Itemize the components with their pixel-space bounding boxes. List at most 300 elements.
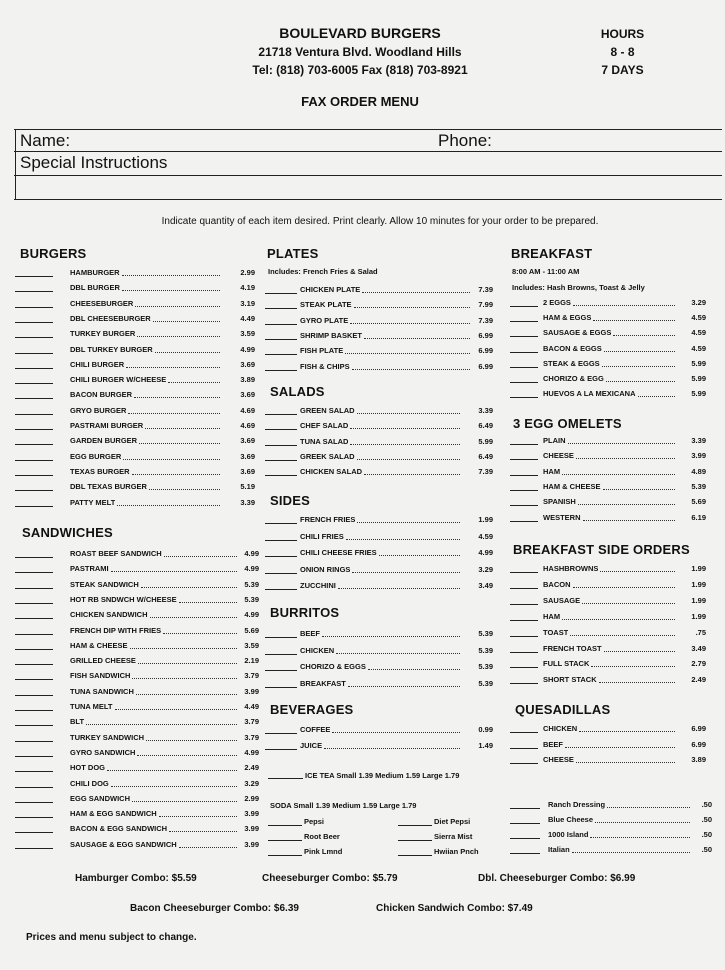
dressing-price: .50 xyxy=(701,845,712,854)
dot-leader xyxy=(322,636,460,637)
menu-item-price: 5.19 xyxy=(240,482,255,492)
menu-item-price: 3.99 xyxy=(244,824,259,834)
dot-leader xyxy=(573,305,675,306)
quantity-blank[interactable] xyxy=(510,490,538,491)
quantity-blank[interactable] xyxy=(510,521,538,522)
quantity-blank[interactable] xyxy=(15,679,53,680)
menu-item-row xyxy=(15,343,255,357)
quantity-blank[interactable] xyxy=(265,687,297,688)
menu-item-name: BEEF xyxy=(543,739,564,749)
dot-leader xyxy=(591,666,675,667)
menu-item-name: SAUSAGE & EGG SANDWICH xyxy=(70,839,177,849)
menu-item-name: TURKEY BURGER xyxy=(70,329,136,339)
quantity-blank[interactable] xyxy=(265,670,297,671)
dot-leader xyxy=(607,807,690,808)
quantity-blank[interactable] xyxy=(265,414,297,415)
menu-item-price: 6.99 xyxy=(691,739,706,749)
quantity-blank[interactable] xyxy=(15,383,53,384)
menu-item-price: 3.89 xyxy=(691,755,706,764)
menu-item-row xyxy=(265,344,493,358)
menu-item-name: CHICKEN xyxy=(543,724,578,733)
quantity-blank[interactable] xyxy=(510,475,538,476)
menu-item-row xyxy=(510,626,706,640)
quantity-blank[interactable] xyxy=(15,572,53,573)
dot-leader xyxy=(583,520,675,521)
quantity-blank[interactable] xyxy=(510,748,538,749)
dot-leader xyxy=(603,489,675,490)
dot-leader xyxy=(115,709,237,710)
dressing-row xyxy=(510,798,712,812)
quantity-blank[interactable] xyxy=(510,336,538,337)
quantity-blank[interactable] xyxy=(15,337,53,338)
menu-item-name: WESTERN xyxy=(543,512,581,522)
quantity-blank[interactable] xyxy=(510,444,538,445)
quantity-blank[interactable] xyxy=(265,308,297,309)
quantity-blank[interactable] xyxy=(265,460,297,461)
quantity-blank[interactable] xyxy=(265,540,297,541)
menu-item-price: 3.59 xyxy=(244,640,259,650)
quantity-blank[interactable] xyxy=(15,802,53,803)
quantity-blank[interactable] xyxy=(15,475,53,476)
quantity-blank[interactable] xyxy=(265,637,297,638)
menu-item-price: 3.29 xyxy=(478,564,493,574)
menu-item-price: 6.49 xyxy=(478,421,493,431)
menu-item-row xyxy=(510,642,706,656)
menu-item-row xyxy=(15,624,259,638)
dot-leader xyxy=(132,474,220,475)
dot-leader xyxy=(338,588,460,589)
quantity-blank[interactable] xyxy=(265,556,297,557)
quantity-blank[interactable] xyxy=(15,444,53,445)
menu-item-name: GREEN SALAD xyxy=(300,406,355,415)
quantity-blank[interactable] xyxy=(15,603,53,604)
menu-item-name: PLAIN xyxy=(543,436,566,445)
menu-item-name: FRENCH FRIES xyxy=(300,515,356,524)
menu-item-name: TUNA SALAD xyxy=(300,436,349,446)
quantity-blank[interactable] xyxy=(15,695,53,696)
dot-leader xyxy=(565,747,675,748)
menu-item-row xyxy=(15,669,259,683)
menu-item-name: TUNA MELT xyxy=(70,702,113,711)
quantity-blank[interactable] xyxy=(15,414,53,415)
menu-item-row xyxy=(265,644,493,658)
quantity-blank[interactable] xyxy=(510,321,538,322)
menu-item-name: STEAK PLATE xyxy=(300,300,352,310)
menu-item-row xyxy=(265,465,493,479)
quantity-blank[interactable] xyxy=(510,620,538,621)
soda-quantity-blank[interactable] xyxy=(268,855,302,856)
menu-item-row xyxy=(265,723,493,737)
menu-item-row xyxy=(15,281,255,295)
menu-item-price: 3.89 xyxy=(240,375,255,385)
dressing-price: .50 xyxy=(701,815,712,824)
menu-item-row xyxy=(15,761,259,775)
quantity-blank[interactable] xyxy=(510,505,538,506)
quantity-blank[interactable] xyxy=(15,741,53,742)
dressing-row xyxy=(510,843,712,857)
dressing-price: .50 xyxy=(701,800,712,809)
quantity-blank[interactable] xyxy=(265,370,297,371)
menu-item-row xyxy=(265,283,493,297)
quantity-blank[interactable] xyxy=(510,459,538,460)
quantity-blank[interactable] xyxy=(510,853,540,854)
dot-leader xyxy=(570,635,675,636)
dot-leader xyxy=(159,816,237,817)
menu-item-row xyxy=(265,563,493,577)
quantity-blank[interactable] xyxy=(510,808,540,809)
quantity-blank[interactable] xyxy=(15,588,53,589)
menu-item-row xyxy=(265,360,493,374)
quantity-blank[interactable] xyxy=(15,276,53,277)
quantity-blank[interactable] xyxy=(510,636,538,637)
menu-item-name: STEAK & EGGS xyxy=(543,358,600,368)
dressing-row xyxy=(510,813,712,827)
dot-leader xyxy=(117,505,220,506)
menu-item-name: GARDEN BURGER xyxy=(70,436,138,446)
menu-item-row xyxy=(510,342,706,356)
menu-item-price: 3.69 xyxy=(240,359,255,369)
menu-item-name: HAM xyxy=(543,466,561,476)
quantity-blank[interactable] xyxy=(15,832,53,833)
dot-leader xyxy=(132,801,237,802)
dot-leader xyxy=(379,555,460,556)
soda-quantity-blank[interactable] xyxy=(398,825,432,826)
soda-quantity-blank[interactable] xyxy=(398,840,432,841)
menu-item-row xyxy=(265,677,493,691)
quantity-blank[interactable] xyxy=(15,353,53,354)
special-instructions-label: Special Instructions xyxy=(20,153,168,172)
menu-item-row xyxy=(15,593,259,607)
dot-leader xyxy=(132,678,237,679)
dressing-name: Italian xyxy=(548,845,570,854)
dressing-name: Ranch Dressing xyxy=(548,800,606,809)
quantity-blank[interactable] xyxy=(15,429,53,430)
menu-item-price: 4.19 xyxy=(240,283,255,293)
quantity-blank[interactable] xyxy=(15,787,53,788)
quantity-blank[interactable] xyxy=(510,838,540,839)
quantity-blank[interactable] xyxy=(265,339,297,340)
menu-item-price: 7.39 xyxy=(478,467,493,477)
breakfast-heading: BREAKFAST xyxy=(511,246,593,261)
menu-item-row xyxy=(15,639,259,653)
menu-item-name: FRENCH TOAST xyxy=(543,643,602,653)
menu-item-name: CHEF SALAD xyxy=(300,421,349,431)
menu-item-name: CHORIZO & EGGS xyxy=(300,662,366,671)
menu-item-row xyxy=(15,715,259,729)
quantity-blank[interactable] xyxy=(510,823,540,824)
menu-item-name: HAM & EGG SANDWICH xyxy=(70,809,157,819)
dressing-row xyxy=(510,828,712,842)
quantity-blank[interactable] xyxy=(510,604,538,605)
menu-item-name: ZUCCHINI xyxy=(300,581,336,590)
menu-item-price: 5.99 xyxy=(691,389,706,399)
quantity-blank[interactable] xyxy=(510,763,538,764)
menu-item-name: FISH PLATE xyxy=(300,346,344,356)
menu-item-price: 4.59 xyxy=(691,313,706,323)
menu-item-row xyxy=(510,738,706,752)
menu-item-row xyxy=(510,326,706,340)
quantity-blank[interactable] xyxy=(510,652,538,653)
dot-leader xyxy=(578,504,675,505)
menu-item-name: BACON & EGG SANDWICH xyxy=(70,824,168,834)
dot-leader xyxy=(134,397,220,398)
menu-item-name: CHICKEN SALAD xyxy=(300,467,363,477)
quantity-blank[interactable] xyxy=(510,667,538,668)
quantity-blank[interactable] xyxy=(265,324,297,325)
menu-item-name: HASHBROWNS xyxy=(543,564,599,573)
menu-item-name: HAM & CHEESE xyxy=(70,640,128,650)
menu-item-price: 5.69 xyxy=(691,497,706,507)
phone-field[interactable] xyxy=(505,131,715,151)
menu-item-price: 3.29 xyxy=(691,298,706,307)
quantity-blank[interactable] xyxy=(15,634,53,635)
hours-days: 7 DAYS xyxy=(601,63,644,77)
menu-item-row xyxy=(265,329,493,343)
menu-item-row xyxy=(510,610,706,624)
quantity-blank[interactable] xyxy=(510,588,538,589)
dot-leader xyxy=(332,732,460,733)
menu-item-name: SPANISH xyxy=(543,497,576,507)
menu-item-row xyxy=(265,298,493,312)
ice-tea-qty[interactable] xyxy=(268,778,303,779)
dot-leader xyxy=(364,338,470,339)
menu-item-name: TEXAS BURGER xyxy=(70,466,130,476)
special-instructions-field[interactable] xyxy=(200,153,715,197)
restaurant-address: 21718 Ventura Blvd. Woodland Hills xyxy=(258,45,462,59)
menu-item-name: SAUSAGE xyxy=(543,595,581,605)
quantity-blank[interactable] xyxy=(265,523,297,524)
menu-item-name: HAM & CHEESE xyxy=(543,481,601,491)
quantity-blank[interactable] xyxy=(265,573,297,574)
menu-item-price: 4.69 xyxy=(240,421,255,430)
quantity-blank[interactable] xyxy=(15,460,53,461)
dot-leader xyxy=(169,831,237,832)
menu-item-row xyxy=(15,434,255,448)
dot-leader xyxy=(350,323,470,324)
quantity-blank[interactable] xyxy=(265,654,297,655)
menu-item-row xyxy=(15,731,259,745)
menu-item-row xyxy=(15,373,255,387)
menu-item-row xyxy=(510,465,706,479)
menu-item-price: 1.99 xyxy=(691,579,706,589)
menu-item-name: 2 EGGS xyxy=(543,298,571,307)
menu-item-name: PASTRAMI BURGER xyxy=(70,421,144,430)
dot-leader xyxy=(572,852,690,853)
menu-item-name: SAUSAGE & EGGS xyxy=(543,328,612,338)
menu-item-price: 3.69 xyxy=(240,451,255,461)
quantity-blank[interactable] xyxy=(15,368,53,369)
quantity-blank[interactable] xyxy=(15,710,53,711)
menu-item-price: 5.39 xyxy=(478,678,493,688)
menu-item-price: 7.99 xyxy=(478,300,493,310)
menu-item-name: SHORT STACK xyxy=(543,675,597,685)
dot-leader xyxy=(136,694,237,695)
menu-item-name: SHRIMP BASKET xyxy=(300,330,362,340)
menu-item-name: CHICKEN PLATE xyxy=(300,285,361,294)
menu-item-name: PASTRAMI xyxy=(70,564,109,574)
dot-leader xyxy=(345,353,470,354)
dot-leader xyxy=(138,663,237,664)
quantity-blank[interactable] xyxy=(15,506,53,507)
quantity-blank[interactable] xyxy=(265,354,297,355)
menu-item-row xyxy=(15,562,259,576)
menu-item-price: 1.99 xyxy=(478,515,493,524)
quantity-blank[interactable] xyxy=(510,367,538,368)
dot-leader xyxy=(357,459,460,460)
menu-item-price: 1.49 xyxy=(478,741,493,750)
order-instructions: Indicate quantity of each item desired. Print clearly. Allow 10 minutes for your order to be prepared. xyxy=(161,216,599,227)
dot-leader xyxy=(364,474,460,475)
quantity-blank[interactable] xyxy=(15,322,53,323)
menu-item-name: CHILI BURGER W/CHEESE xyxy=(70,375,167,385)
quantity-blank[interactable] xyxy=(15,557,53,558)
menu-item-row xyxy=(15,792,259,806)
dot-leader xyxy=(141,587,237,588)
quantity-blank[interactable] xyxy=(265,733,297,734)
quantity-blank[interactable] xyxy=(510,397,538,398)
soda-quantity-blank[interactable] xyxy=(398,855,432,856)
quantity-blank[interactable] xyxy=(510,382,538,383)
quantity-blank[interactable] xyxy=(15,817,53,818)
quantity-blank[interactable] xyxy=(265,749,297,750)
dot-leader xyxy=(350,428,460,429)
menu-item-name: EGG BURGER xyxy=(70,451,122,461)
quantity-blank[interactable] xyxy=(15,649,53,650)
quantity-blank[interactable] xyxy=(15,756,53,757)
form-line xyxy=(14,151,722,152)
menu-item-price: 2.49 xyxy=(691,675,706,685)
menu-item-row xyxy=(265,513,493,527)
quantity-blank[interactable] xyxy=(15,618,53,619)
quantity-blank[interactable] xyxy=(510,572,538,573)
dot-leader xyxy=(150,617,237,618)
dot-leader xyxy=(153,321,220,322)
menu-item-price: 3.69 xyxy=(240,390,255,400)
quantity-blank[interactable] xyxy=(510,306,538,307)
menu-item-price: 2.49 xyxy=(244,763,259,773)
quantity-blank[interactable] xyxy=(510,683,538,684)
quantity-blank[interactable] xyxy=(15,291,53,292)
dressing-price: .50 xyxy=(701,830,712,839)
menu-item-name: DBL TURKEY BURGER xyxy=(70,344,153,354)
menu-item-name: FISH & CHIPS xyxy=(300,361,350,371)
soda-option: Root Beer xyxy=(304,832,340,841)
dot-leader xyxy=(595,822,690,823)
menu-item-row xyxy=(510,594,706,608)
menu-item-price: 3.39 xyxy=(691,436,706,445)
quantity-blank[interactable] xyxy=(265,589,297,590)
quantity-blank[interactable] xyxy=(265,293,297,294)
dot-leader xyxy=(593,320,675,321)
menu-item-name: ROAST BEEF SANDWICH xyxy=(70,549,162,558)
menu-item-row xyxy=(15,312,255,326)
quantity-blank[interactable] xyxy=(15,848,53,849)
dot-leader xyxy=(168,382,220,383)
soda-quantity-blank[interactable] xyxy=(268,825,302,826)
menu-item-row xyxy=(510,673,706,687)
menu-item-price: 4.89 xyxy=(691,466,706,476)
menu-item-row xyxy=(15,777,259,791)
quantity-blank[interactable] xyxy=(265,475,297,476)
dot-leader xyxy=(350,444,460,445)
dot-leader xyxy=(126,367,220,368)
dot-leader xyxy=(562,474,675,475)
quantity-blank[interactable] xyxy=(15,490,53,491)
menu-item-name: GRILLED CHEESE xyxy=(70,656,136,666)
quantity-blank[interactable] xyxy=(265,445,297,446)
menu-item-name: BREAKFAST xyxy=(300,678,346,688)
restaurant-phones: Tel: (818) 703-6005 Fax (818) 703-8921 xyxy=(252,63,468,77)
dot-leader xyxy=(145,428,220,429)
menu-item-price: 3.79 xyxy=(244,732,259,742)
quantity-blank[interactable] xyxy=(15,398,53,399)
menu-item-name: FRENCH DIP WITH FRIES xyxy=(70,625,162,635)
menu-item-row xyxy=(510,311,706,325)
menu-item-name: HAM & EGGS xyxy=(543,313,592,323)
name-field[interactable] xyxy=(90,131,430,151)
menu-item-row xyxy=(15,327,255,341)
menu-item-price: 6.99 xyxy=(478,346,493,356)
quantity-blank[interactable] xyxy=(510,732,538,733)
menu-item-row xyxy=(510,753,706,767)
menu-item-name: DBL CHEESEBURGER xyxy=(70,313,151,323)
menu-item-name: FULL STACK xyxy=(543,659,590,669)
soda-quantity-blank[interactable] xyxy=(268,840,302,841)
dot-leader xyxy=(164,556,237,557)
omelets-heading: 3 EGG OMELETS xyxy=(513,416,622,431)
dot-leader xyxy=(582,603,675,604)
menu-item-row xyxy=(265,450,493,464)
dot-leader xyxy=(155,352,220,353)
burgers-heading: BURGERS xyxy=(20,246,87,261)
dot-leader xyxy=(111,786,237,787)
quantity-blank[interactable] xyxy=(15,307,53,308)
menu-item-row xyxy=(510,296,706,310)
dot-leader xyxy=(336,653,460,654)
menu-item-price: 6.19 xyxy=(691,512,706,522)
menu-item-row xyxy=(15,358,255,372)
menu-item-price: 3.59 xyxy=(240,329,255,339)
dot-leader xyxy=(562,619,675,620)
quantity-blank[interactable] xyxy=(15,725,53,726)
form-bottom-line xyxy=(14,199,722,200)
menu-item-name: TURKEY SANDWICH xyxy=(70,732,145,742)
menu-item-price: 3.39 xyxy=(240,497,255,507)
dbl-cheeseburger-combo: Dbl. Cheeseburger Combo: $6.99 xyxy=(478,873,636,884)
menu-item-name: CHILI BURGER xyxy=(70,359,125,369)
menu-item-name: CHICKEN xyxy=(300,645,335,655)
hours-time: 8 - 8 xyxy=(610,45,635,59)
quantity-blank[interactable] xyxy=(265,429,297,430)
quantity-blank[interactable] xyxy=(510,352,538,353)
quantity-blank[interactable] xyxy=(15,664,53,665)
menu-item-row xyxy=(265,627,493,641)
menu-item-row xyxy=(15,822,259,836)
dot-leader xyxy=(135,306,220,307)
quantity-blank[interactable] xyxy=(15,771,53,772)
menu-item-row xyxy=(15,838,259,852)
menu-item-name: CHEESE xyxy=(543,451,574,461)
menu-item-name: HAMBURGER xyxy=(70,268,120,277)
form-left-border xyxy=(15,129,16,200)
dot-leader xyxy=(137,336,220,337)
footer-note: Prices and menu subject to change. xyxy=(26,932,197,943)
menu-item-name: ONION RINGS xyxy=(300,564,351,574)
menu-item-price: 2.99 xyxy=(240,268,255,277)
menu-item-row xyxy=(15,496,255,510)
menu-item-row xyxy=(265,404,493,418)
menu-item-price: 4.59 xyxy=(691,343,706,353)
